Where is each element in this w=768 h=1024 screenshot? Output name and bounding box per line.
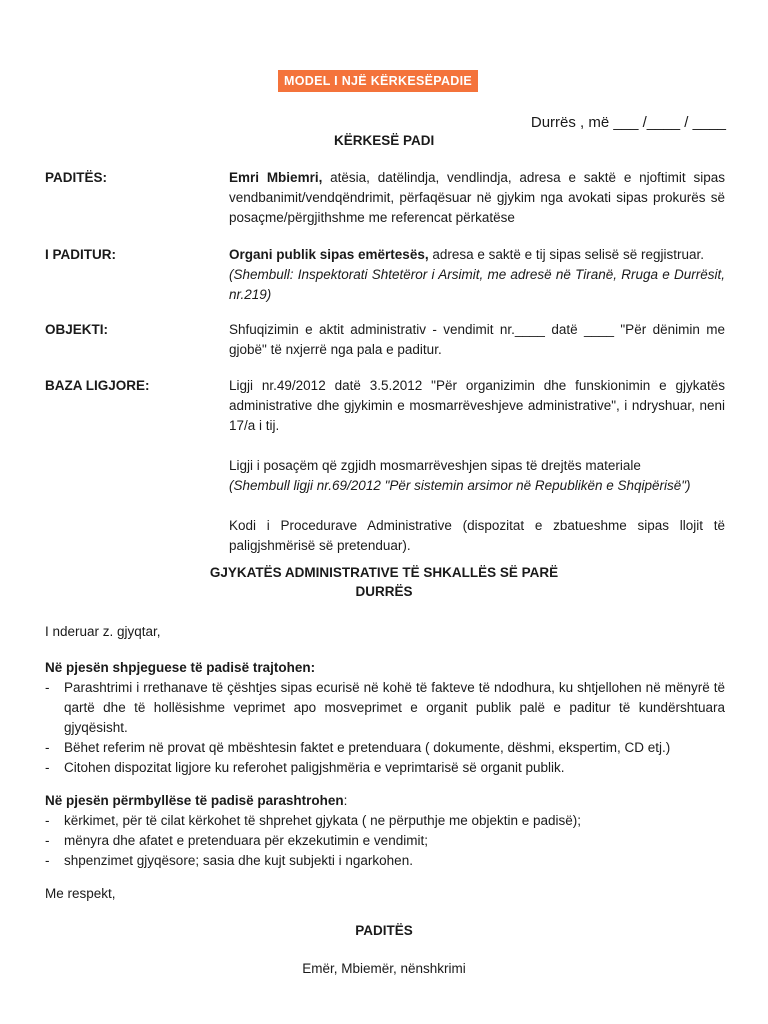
list-item: - Bëhet referim në provat që mbështesin faktet e pretenduara ( dokumente, dëshmi, ekspertim, CD etj.) xyxy=(45,738,725,758)
list-item: - Citohen dispozitat ligjore ku referohet paligjshmëria e veprimtarisë së organit publik. xyxy=(45,758,725,778)
legal-basis-law2-example: (Shembull ligji nr.69/2012 "Për sistemin arsimor në Republikën e Shqipërisë") xyxy=(229,478,691,493)
object-section xyxy=(229,320,725,360)
regards: Me respekt, xyxy=(45,886,116,901)
legal-basis-label: BAZA LIGJORE: xyxy=(45,378,150,393)
salutation: I nderuar z. gjyqtar, xyxy=(45,624,161,639)
court-name: GJYKATËS ADMINISTRATIVE TË SHKALLËS SË PARË xyxy=(209,565,559,580)
closing-heading: Në pjesën përmbyllëse të padisë parashtrohen xyxy=(45,793,344,808)
list-item: - kërkimet, për të cilat kërkohet të shprehet gjykata ( ne përputhje me objektin e padisë); xyxy=(45,811,725,831)
explanatory-list xyxy=(45,678,725,778)
defendant-example: (Shembull: Inspektorati Shtetëror i Arsimit, me adresë në Tiranë, Rruga e Durrësit, nr.219) xyxy=(229,267,725,302)
plaintiff-label: PADITËS: xyxy=(45,170,108,185)
legal-basis-law2: Ligji i posaçëm që zgjidh mosmarrëveshjen sipas të drejtës materiale xyxy=(229,458,641,473)
signature-line: Emër, Mbiemër, nënshkrimi xyxy=(302,961,466,976)
object-text: Shfuqizimin e aktit administrativ - vendimit nr.____ datë ____ "Për dënimin me gjobë" të nxjerrë nga pala e paditur. xyxy=(229,322,725,357)
defendant-section xyxy=(229,245,725,305)
signature-label: PADITËS xyxy=(355,923,413,938)
defendant-details: adresa e saktë e tij sipas selisë së regjistruar. xyxy=(428,247,704,262)
plaintiff-name: Emri Mbiemri, xyxy=(229,170,323,185)
plaintiff-section xyxy=(229,168,725,228)
legal-basis-section xyxy=(229,376,725,556)
explanatory-heading: Në pjesën shpjeguese të padisë trajtohen: xyxy=(45,660,316,675)
place-and-date: Durrës , më ___ /____ / ____ xyxy=(530,114,726,131)
court-city: DURRËS xyxy=(355,584,413,599)
closing-heading-colon: : xyxy=(343,793,348,808)
list-item: - shpenzimet gjyqësore; sasia dhe kujt subjekti i ngarkohen. xyxy=(45,851,725,871)
legal-basis-law1: Ligji nr.49/2012 datë 3.5.2012 "Për organizimin dhe funskionimin e gjykatës administrative dhe gjykimin e mosmarrëveshjeve administrative", i ndryshuar, neni 17/a i tij. xyxy=(229,378,725,433)
document-title: KËRKESË PADI xyxy=(334,133,435,148)
defendant-label: I PADITUR: xyxy=(45,247,116,262)
document-banner: MODEL I NJË KËRKESËPADIE xyxy=(278,70,478,92)
list-item: - mënyra dhe afatet e pretenduara për ekzekutimin e vendimit; xyxy=(45,831,725,851)
legal-basis-law3: Kodi i Procedurave Administrative (dispozitat e zbatueshme sipas llojit të paligjshmërisë së pretenduar). xyxy=(229,518,725,553)
explanatory-section xyxy=(45,658,725,778)
closing-section xyxy=(45,791,725,871)
plaintiff-details: atësia, datëlindja, vendlindja, adresa e saktë e njoftimit sipas vendbanimit/vendqëndrimit, përfaqësuar në gjykim nga avokati sipas prokurës së posaçme/përgjithshme me referencat përkatëse xyxy=(229,170,725,225)
object-label: OBJEKTI: xyxy=(45,322,109,337)
closing-list xyxy=(45,811,725,871)
list-item: - Parashtrimi i rrethanave të çështjes sipas ecurisë në kohë të fakteve të ndodhura, ku shtjellohen në mënyrë të qartë dhe të hollësishme veprimet apo mosveprimet e organit publik palë e paditur të kundërshtuara gjyqësisht. xyxy=(45,678,725,738)
defendant-name: Organi publik sipas emërtesës, xyxy=(229,247,429,262)
